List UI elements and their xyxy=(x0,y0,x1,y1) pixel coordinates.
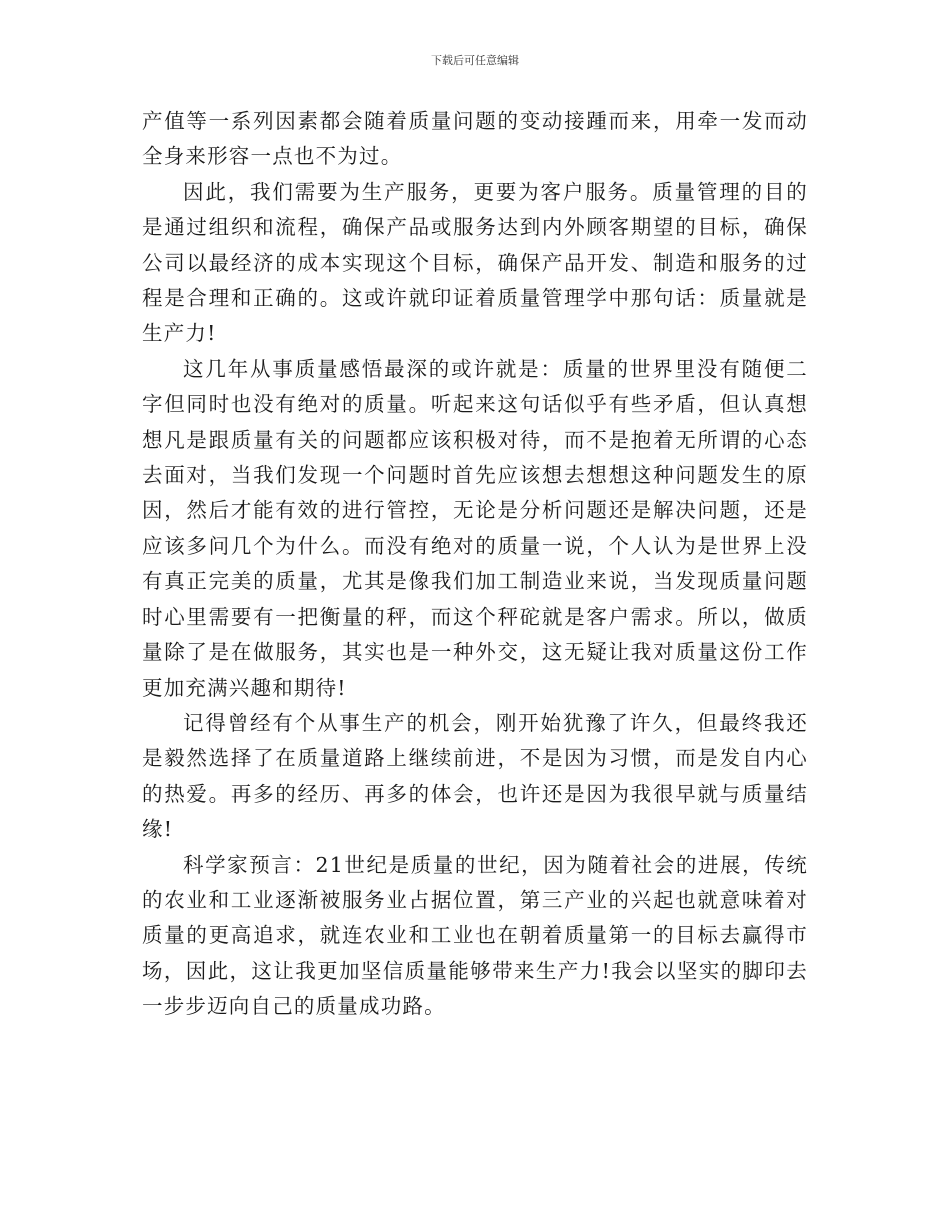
paragraph-1: 产值等一系列因素都会随着质量问题的变动接踵而来，用牵一发而动全身来形容一点也不为过。 xyxy=(142,109,808,169)
paragraph-2: 因此，我们需要为生产服务，更要为客户服务。质量管理的目的是通过组织和流程，确保产品或服务达到内外顾客期望的目标，确保公司以最经济的成本实现这个目标，确保产品开发、制造和服务的过程是合理和正确的。这或许就印证着质量管理学中那句话：质量就是生产力! xyxy=(142,179,808,346)
paragraph-5: 科学家预言：21世纪是质量的世纪，因为随着社会的进展，传统的农业和工业逐渐被服务业占据位置，第三产业的兴起也就意味着对质量的更高追求，就连农业和工业也在朝着质量第一的目标去赢得市场，因此，这让我更加坚信质量能够带来生产力!我会以坚实的脚印去一步步迈向自己的质量成功路。 xyxy=(142,852,808,1019)
paragraph-3: 这几年从事质量感悟最深的或许就是：质量的世界里没有随便二字但同时也没有绝对的质量。听起来这句话似乎有些矛盾，但认真想想凡是跟质量有关的问题都应该积极对待，而不是抱着无所谓的心态去面对，当我们发现一个问题时首先应该想去想想这种问题发生的原因，然后才能有效的进行管控，无论是分析问题还是解决问题，还是应该多问几个为什么。而没有绝对的质量一说，个人认为是世界上没有真正完美的质量，尤其是像我们加工制造业来说，当发现质量问题时心里需要有一把衡量的秤，而这个秤砣就是客户需求。所以，做质量除了是在做服务，其实也是一种外交，这无疑让我对质量这份工作更加充满兴趣和期待! xyxy=(142,356,808,700)
page-header-note: 下载后可任意编辑 xyxy=(431,54,519,67)
paragraph-4: 记得曾经有个从事生产的机会，刚开始犹豫了许久，但最终我还是毅然选择了在质量道路上继续前进，不是因为习惯，而是发自内心的热爱。再多的经历、再多的体会，也许还是因为我很早就与质量结缘! xyxy=(142,710,808,842)
document-body xyxy=(142,104,808,1025)
